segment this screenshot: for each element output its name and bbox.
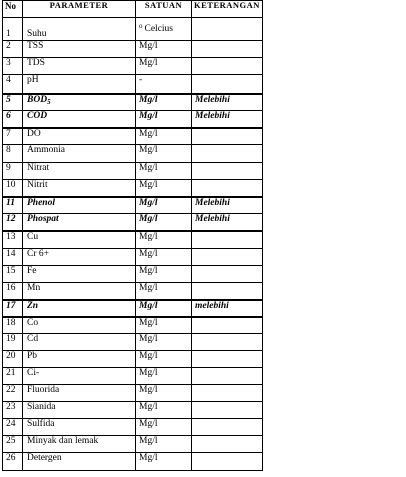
table-row	[3, 351, 263, 368]
cell-keterangan	[192, 266, 263, 283]
cell-no: 2	[3, 41, 23, 58]
cell-parameter: Cu	[23, 231, 136, 249]
cell-keterangan	[192, 180, 263, 197]
table-row	[3, 75, 263, 94]
cell-parameter: COD	[23, 111, 136, 128]
cell-no: 7	[3, 128, 23, 145]
table-row	[3, 402, 263, 419]
cell-satuan: Mg/l	[136, 145, 192, 163]
cell-no: 6	[3, 111, 23, 128]
cell-satuan: Mg/l	[136, 180, 192, 197]
cell-no: 18	[3, 317, 23, 334]
cell-satuan: Mg/l	[136, 111, 192, 128]
cell-keterangan	[192, 283, 263, 300]
cell-satuan: Mg/l	[136, 197, 192, 214]
cell-no: 15	[3, 266, 23, 283]
cell-satuan: Mg/l	[136, 402, 192, 419]
cell-keterangan	[192, 419, 263, 436]
cell-parameter: Ci-	[23, 368, 136, 385]
table-row	[3, 18, 263, 41]
cell-parameter: Co	[23, 317, 136, 334]
cell-no: 10	[3, 180, 23, 197]
cell-parameter: TSS	[23, 41, 136, 58]
cell-keterangan	[192, 75, 263, 94]
cell-satuan: -	[136, 75, 192, 94]
cell-keterangan	[192, 368, 263, 385]
table-row	[3, 249, 263, 266]
cell-satuan: Mg/l	[136, 41, 192, 58]
cell-keterangan	[192, 317, 263, 334]
cell-keterangan: Melebihi	[192, 214, 263, 231]
cell-parameter: Sianida	[23, 402, 136, 419]
cell-keterangan	[192, 249, 263, 266]
parameter-text: BOD	[27, 94, 48, 105]
cell-no: 17	[3, 300, 23, 317]
table-row	[3, 145, 263, 163]
cell-keterangan	[192, 18, 263, 41]
cell-no: 23	[3, 402, 23, 419]
cell-satuan: Mg/l	[136, 163, 192, 180]
cell-satuan: Mg/l	[136, 368, 192, 385]
table-row	[3, 334, 263, 351]
cell-satuan: Mg/l	[136, 436, 192, 453]
cell-parameter: Detergen	[23, 453, 136, 471]
cell-parameter: Mn	[23, 283, 136, 300]
cell-satuan: Mg/l	[136, 249, 192, 266]
cell-keterangan	[192, 145, 263, 163]
table-row	[3, 231, 263, 249]
table-row	[3, 436, 263, 453]
cell-satuan: Mg/l	[136, 94, 192, 111]
cell-satuan: Mg/l	[136, 231, 192, 249]
cell-parameter: DO	[23, 128, 136, 145]
table-row	[3, 180, 263, 197]
cell-satuan: Mg/l	[136, 214, 192, 231]
header-keterangan: KETERANGAN	[192, 1, 263, 18]
satuan-text: Celcius	[144, 23, 173, 34]
table-row	[3, 163, 263, 180]
table-row	[3, 419, 263, 436]
cell-no: 5	[3, 94, 23, 111]
cell-keterangan: melebihi	[192, 300, 263, 317]
cell-keterangan: Melebihi	[192, 111, 263, 128]
cell-satuan: Mg/l	[136, 128, 192, 145]
cell-satuan: Mg/l	[136, 334, 192, 351]
cell-satuan: Mg/l	[136, 453, 192, 471]
cell-keterangan	[192, 58, 263, 75]
table-row	[3, 214, 263, 231]
cell-parameter: Minyak dan lemak	[23, 436, 136, 453]
cell-no: 16	[3, 283, 23, 300]
cell-satuan: Mg/l	[136, 385, 192, 402]
cell-keterangan	[192, 436, 263, 453]
table-row	[3, 128, 263, 145]
cell-parameter: Sulfida	[23, 419, 136, 436]
cell-no: 14	[3, 249, 23, 266]
cell-keterangan	[192, 385, 263, 402]
cell-keterangan: Melebihi	[192, 197, 263, 214]
cell-parameter: Fe	[23, 266, 136, 283]
header-no: No	[3, 1, 23, 18]
cell-parameter: Fluorida	[23, 385, 136, 402]
cell-no: 26	[3, 453, 23, 471]
cell-parameter: Cd	[23, 334, 136, 351]
header-satuan: SATUAN	[136, 1, 192, 18]
cell-no: 19	[3, 334, 23, 351]
table-row	[3, 58, 263, 75]
table-row	[3, 317, 263, 334]
cell-satuan: Mg/l	[136, 58, 192, 75]
cell-no: 1	[3, 18, 23, 41]
cell-no: 13	[3, 231, 23, 249]
cell-no: 25	[3, 436, 23, 453]
cell-parameter: Zn	[23, 300, 136, 317]
cell-satuan	[136, 18, 192, 41]
table-row	[3, 453, 263, 471]
cell-no: 20	[3, 351, 23, 368]
cell-keterangan	[192, 402, 263, 419]
cell-satuan: Mg/l	[136, 419, 192, 436]
cell-parameter: Suhu	[23, 18, 136, 41]
cell-parameter: Phenol	[23, 197, 136, 214]
cell-no: 21	[3, 368, 23, 385]
cell-no: 8	[3, 145, 23, 163]
table-row	[3, 300, 263, 317]
table-row	[3, 283, 263, 300]
cell-no: 22	[3, 385, 23, 402]
cell-satuan: Mg/l	[136, 300, 192, 317]
cell-keterangan	[192, 128, 263, 145]
cell-parameter: Nitrit	[23, 180, 136, 197]
cell-satuan: Mg/l	[136, 266, 192, 283]
cell-no: 24	[3, 419, 23, 436]
cell-no: 4	[3, 75, 23, 94]
cell-parameter: Cr 6+	[23, 249, 136, 266]
table-row	[3, 197, 263, 214]
table-row	[3, 266, 263, 283]
cell-keterangan	[192, 231, 263, 249]
cell-satuan: Mg/l	[136, 317, 192, 334]
cell-keterangan	[192, 41, 263, 58]
table-row	[3, 368, 263, 385]
cell-parameter: Ammonia	[23, 145, 136, 163]
cell-keterangan	[192, 163, 263, 180]
degree-symbol: o	[139, 21, 143, 30]
cell-no: 12	[3, 214, 23, 231]
table-row	[3, 41, 263, 58]
cell-no: 11	[3, 197, 23, 214]
table-row	[3, 111, 263, 128]
cell-keterangan	[192, 453, 263, 471]
header-parameter: PARAMETER	[23, 1, 136, 18]
table-row	[3, 94, 263, 111]
cell-no: 3	[3, 58, 23, 75]
cell-parameter: Phospat	[23, 214, 136, 231]
cell-no: 9	[3, 163, 23, 180]
bod-subscript: 5	[47, 97, 51, 106]
cell-parameter: Nitrat	[23, 163, 136, 180]
cell-keterangan	[192, 351, 263, 368]
cell-parameter	[23, 94, 136, 111]
cell-parameter: pH	[23, 75, 136, 94]
cell-keterangan: Melebihi	[192, 94, 263, 111]
cell-satuan: Mg/l	[136, 351, 192, 368]
cell-parameter: Pb	[23, 351, 136, 368]
cell-satuan: Mg/l	[136, 283, 192, 300]
table-row	[3, 385, 263, 402]
cell-parameter: TDS	[23, 58, 136, 75]
parameter-table	[2, 0, 263, 471]
header-row	[3, 1, 263, 18]
cell-keterangan	[192, 334, 263, 351]
table-body	[3, 18, 263, 471]
